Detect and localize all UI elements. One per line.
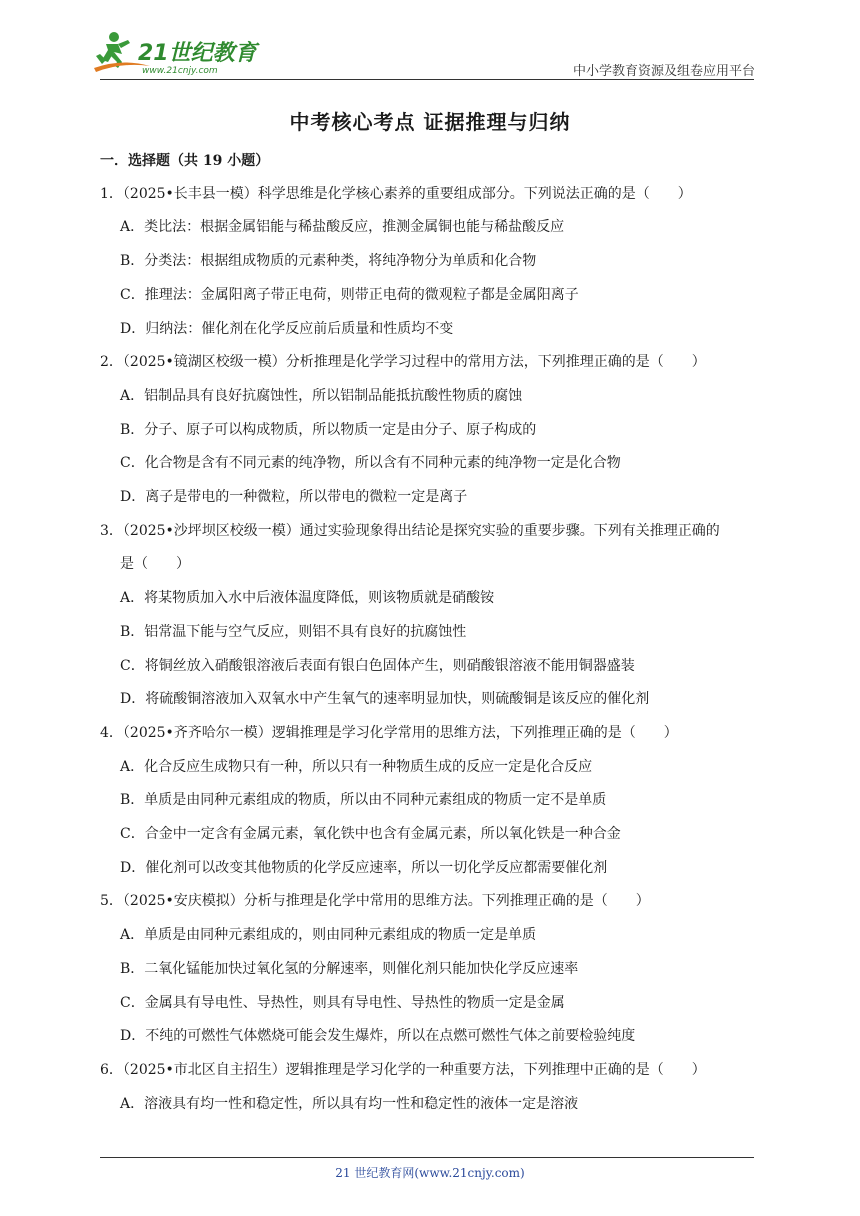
answer-option: B．单质是由同种元素组成的物质，所以由不同种元素组成的物质一定不是单质 (120, 792, 607, 809)
question-stem: 2．（2025•镜湖区校级一模）分析推理是化学学习过程中的常用方法，下列推理正确的是（ ） (100, 354, 706, 371)
question-stem: 6．（2025•市北区自主招生）逻辑推理是学习化学的一种重要方法，下列推理中正确的是（ ） (100, 1061, 706, 1078)
answer-option: A．将某物质加入水中后液体温度降低，则该物质就是硝酸铵 (120, 590, 495, 607)
answer-option: B．分类法：根据组成物质的元素种类，将纯净物分为单质和化合物 (120, 253, 537, 270)
answer-option: C．将铜丝放入硝酸银溶液后表面有银白色固体产生，则硝酸银溶液不能用铜器盛装 (120, 657, 635, 674)
logo (92, 28, 262, 80)
page-title: 中考核心考点 证据推理与归纳 (289, 110, 571, 134)
answer-option: A．化合反应生成物只有一种，所以只有一种物质生成的反应一定是化合反应 (120, 758, 593, 775)
header-divider (100, 79, 754, 80)
section-heading: 一．选择题（共 19 小题） (100, 153, 270, 169)
footer-divider (100, 1157, 754, 1158)
answer-option: C．化合物是含有不同元素的纯净物，所以含有不同种元素的纯净物一定是化合物 (120, 455, 621, 472)
answer-option: D．离子是带电的一种微粒，所以带电的微粒一定是离子 (120, 489, 468, 505)
answer-option: C．金属具有导电性、导热性，则具有导电性、导热性的物质一定是金属 (120, 994, 565, 1011)
answer-option: C．推理法：金属阳离子带正电荷，则带正电荷的微观粒子都是金属阳离子 (120, 286, 579, 303)
question-stem: 4．（2025•齐齐哈尔一模）逻辑推理是学习化学常用的思维方法，下列推理正确的是（ ） (100, 724, 678, 741)
logo-url: www.21cnjy.com (142, 66, 218, 76)
answer-option: B．二氧化锰能加快过氧化氢的分解速率，则催化剂只能加快化学反应速率 (120, 960, 579, 977)
answer-option: D．归纳法：催化剂在化学反应前后质量和性质均不变 (120, 320, 454, 337)
answer-option: B．分子、原子可以构成物质，所以物质一定是由分子、原子构成的 (120, 421, 537, 438)
footer-text: 21 世纪教育网(www.21cnjy.com) (335, 1166, 525, 1180)
answer-option: C．合金中一定含有金属元素，氧化铁中也含有金属元素，所以氧化铁是一种合金 (120, 826, 621, 842)
answer-option: A．单质是由同种元素组成的，则由同种元素组成的物质一定是单质 (120, 927, 537, 944)
answer-option: A．溶液具有均一性和稳定性，所以具有均一性和稳定性的液体一定是溶液 (120, 1095, 579, 1112)
answer-option: A．铝制品具有良好抗腐蚀性，所以铝制品能抵抗酸性物质的腐蚀 (120, 387, 523, 404)
question-stem: 3．（2025•沙坪坝区校级一模）通过实验现象得出结论是探究实验的重要步骤。下列有关推理正确的 (100, 522, 720, 539)
question-stem: 1．（2025•长丰县一模）科学思维是化学核心素养的重要组成部分。下列说法正确的是（ ） (100, 185, 692, 202)
question-stem-continued: 是（ ） (120, 556, 190, 573)
answer-option: D．催化剂可以改变其他物质的化学反应速率，所以一切化学反应都需要催化剂 (120, 859, 608, 876)
answer-option: D．不纯的可燃性气体燃烧可能会发生爆炸，所以在点燃可燃性气体之前要检验纯度 (120, 1028, 636, 1045)
platform-name: 中小学教育资源及组卷应用平台 (572, 64, 755, 79)
logo-runner-icon (92, 28, 262, 80)
page-header (0, 0, 860, 90)
logo-text: 21世纪教育 (138, 41, 257, 66)
answer-option: D．将硫酸铜溶液加入双氧水中产生氧气的速率明显加快，则硫酸铜是该反应的催化剂 (120, 691, 650, 708)
answer-option: B．铝常温下能与空气反应，则铝不具有良好的抗腐蚀性 (120, 623, 467, 640)
question-stem: 5．（2025•安庆模拟）分析与推理是化学中常用的思维方法。下列推理正确的是（ ） (100, 893, 650, 910)
answer-option: A．类比法：根据金属铝能与稀盐酸反应，推测金属铜也能与稀盐酸反应 (120, 219, 565, 236)
